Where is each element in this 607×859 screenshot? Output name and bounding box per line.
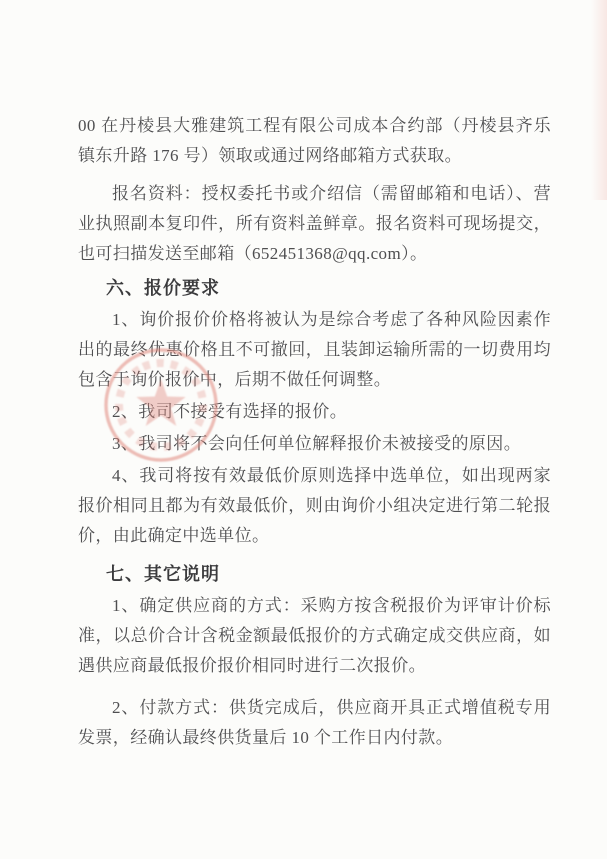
section-6-item-1: 1、询价报价价格将被认为是综合考虑了各种风险因素作出的最终优惠价格且不可撤回，且装卸运输所需的一切费用均包含于询价报价中，后期不做任何调整。 — [78, 310, 551, 389]
section-6-item-2: 2、我司不接受有选择的报价。 — [112, 402, 348, 421]
section-6-item-3: 3、我司将不会向任何单位解释报价未被接受的原因。 — [112, 434, 522, 453]
section-7-item-1: 1、确定供应商的方式：采购方按含税报价为评审计价标准，以总价合计含税金额最低报价的方式确定成交供应商，如遇供应商最低报价报价相同时进行二次报价。 — [78, 596, 551, 675]
scan-artifact-smudge — [591, 0, 607, 200]
section-7-item-2: 2、付款方式：供货完成后，供应商开具正式增值税专用发票，经确认最终供货量后 10 个工作日内付款。 — [78, 698, 551, 747]
paragraph-pickup-location: 00 在丹棱县大雅建筑工程有限公司成本合约部（丹棱县齐乐镇东升路 176 号）领取或通过网络邮箱方式获取。 — [78, 116, 551, 165]
paragraph-registration-materials: 报名资料：授权委托书或介绍信（需留邮箱和电话）、营业执照副本复印件，所有资料盖鲜章。报名资料可现场提交，也可扫描发送至邮箱（652451368@qq.com）。 — [78, 184, 551, 263]
section-7-heading: 七、其它说明 — [106, 564, 220, 584]
section-6-item-4: 4、我司将按有效最低价原则选择中选单位，如出现两家报价相同且都为有效最低价，则由询价小组决定进行第二轮报价，由此确定中选单位。 — [78, 466, 551, 545]
section-6-heading: 六、报价要求 — [106, 278, 220, 298]
